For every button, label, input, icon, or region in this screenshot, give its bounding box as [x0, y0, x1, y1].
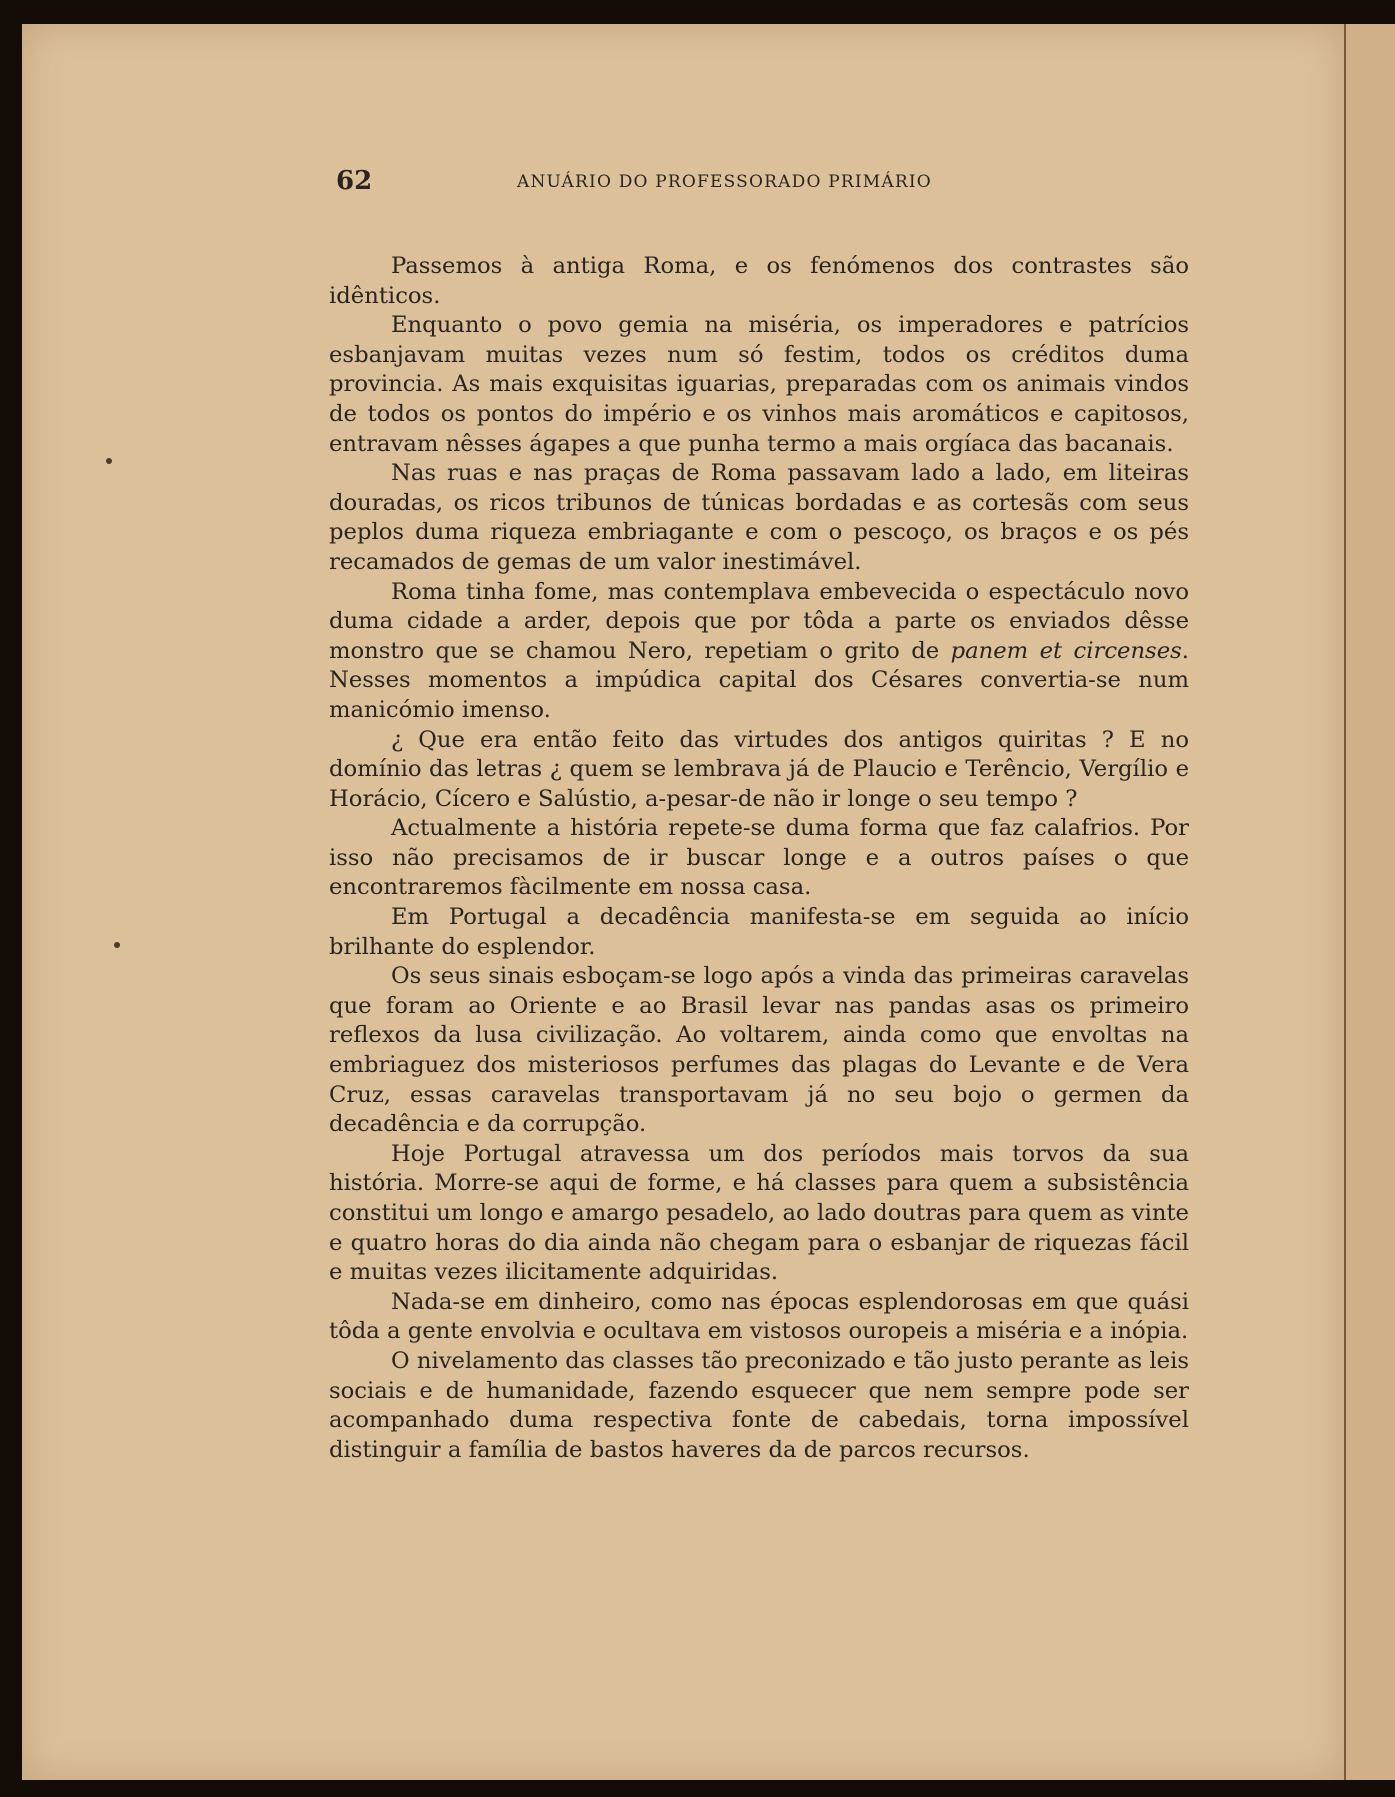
paragraph: O nivelamento das classes tão preconizado e tão justo perante as leis sociais e de humanidade, fazendo esquecer que nem sempre pode ser acompanhado duma respectiva fonte de cabedais, torna impossível distinguir a família de bastos haveres da de parcos recursos.: [329, 1347, 1189, 1463]
page-number: 62: [336, 166, 373, 196]
paragraph: Hoje Portugal atravessa um dos períodos mais torvos da sua história. Morre-se aqui de forme, e há classes para quem a subsistência constitui um longo e amargo pesadelo, ao lado doutras para quem as vinte e quatro horas do dia ainda não chegam para o esbanjar de riquezas fácil e muitas vezes ilicitamente adquiridas.: [329, 1140, 1189, 1286]
paragraph: Em Portugal a decadência manifesta-se em seguida ao início brilhante do esplendor.: [329, 904, 1189, 960]
paragraph: Os seus sinais esboçam-se logo após a vinda das primeiras caravelas que foram ao Oriente e ao Brasil levar nas pandas asas os primeiro reflexos da lusa civilização. Ao voltarem, ainda como que envoltas na embriaguez dos misteriosos perfumes das plagas do Levante e de Vera Cruz, essas caravelas transportavam já no seu bojo o germen da decadência e da corrupção.: [329, 963, 1189, 1138]
paragraph: Enquanto o povo gemia na miséria, os imperadores e patrícios esbanjavam muitas vezes num só festim, todos os créditos duma provincia. As mais exquisitas iguarias, preparadas com os animais vindos de todos os pontos do império e os vinhos mais aromáticos e capitosos, entravam nêsses ágapes a que punha termo a mais orgíaca das bacanais.: [329, 312, 1189, 457]
paragraph: Nada-se em dinheiro, como nas épocas esplendorosas em que quási tôda a gente envolvia e ocultava em vistosos ouropeis a miséria e a inópia.: [329, 1288, 1189, 1345]
facing-page-edge: [1344, 24, 1395, 1780]
latin-phrase: panem et circenses: [950, 637, 1182, 664]
running-title: ANUÁRIO DO PROFESSORADO PRIMÁRIO: [517, 172, 932, 192]
paragraph: Nas ruas e nas praças de Roma passavam lado a lado, em liteiras douradas, os ricos tribunos de túnicas bordadas e as cortesãs com seus peplos duma riqueza embriagante e com o pescoço, os braços e os pés recamados de gemas de um valor inestimável.: [329, 460, 1189, 575]
text-run: . Nesses momentos a impúdica capital dos Césares convertia-se num manicómio imenso.: [329, 637, 1189, 723]
paragraph-nero: [329, 578, 1189, 726]
paragraph: Passemos à antiga Roma, e os fenómenos dos contrastes são idênticos.: [329, 253, 1189, 309]
page-header: [336, 166, 1016, 196]
text-run: Roma tinha fome, mas contemplava embevecida o espectáculo novo duma cidade a arder, depois que por tôda a parte os enviados dêsse monstro que se chamou Nero, repetiam o grito de: [329, 578, 1189, 664]
paragraph: ¿ Que era então feito das virtudes dos antigos quiritas ? E no domínio das letras ¿ quem se lembrava já de Plaucio e Terêncio, Vergílio e Horácio, Cícero e Salústio, a-pesar-de não ir longe o seu tempo ?: [329, 726, 1189, 812]
body-text: [329, 252, 1189, 1465]
paper-speck: [114, 942, 120, 948]
paragraph: Actualmente a história repete-se duma forma que faz calafrios. Por isso não precisamos de ir buscar longe e a outros países o que encontraremos fàcilmente em nossa casa.: [329, 815, 1189, 901]
paper-speck: [106, 458, 112, 464]
